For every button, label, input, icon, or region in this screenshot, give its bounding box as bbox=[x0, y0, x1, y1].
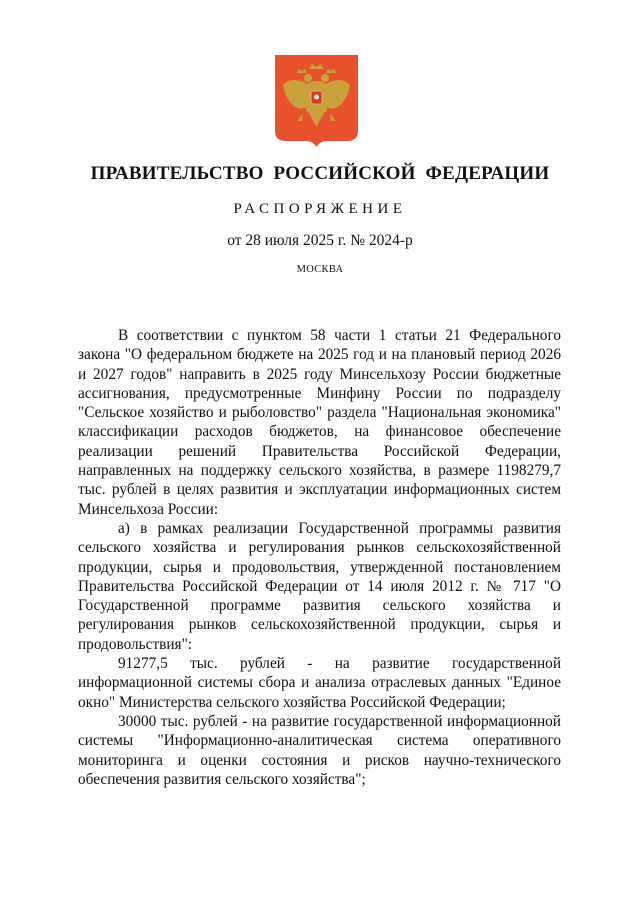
paragraph-intro: В соответствии с пунктом 58 части 1 статьи 21 Федерального закона "О федеральном бюджете на 2025 год и на плановый период 2026 и 2027 годов" направить в 2025 году Минсельхозу России бюджетные ассигнования, предусмотренные Минфину России по подразделу "Сельское хозяйство и рыболовство" раздела "Национальная экономика" классификации расходов бюджетов, на финансовое обеспечение реализации решений Правительства Российской Федерации, направленных на поддержку сельского хозяйства, в размере 1198279,7 тыс. рублей в целях развития и эксплуатации информационных систем Минсельхоза России: bbox=[78, 327, 561, 518]
document-type: РАСПОРЯЖЕНИЕ bbox=[233, 201, 407, 217]
organization-title: ПРАВИТЕЛЬСТВО РОССИЙСКОЙ ФЕДЕРАЦИИ bbox=[90, 163, 550, 184]
paragraph-item-a: а) в рамках реализации Государственной программы развития сельского хозяйства и регулирования рынков сельскохозяйственной продукции, сырья и продовольствия, утвержденной постановлением Правительства Российской Федерации от 14 июля 2012 г. № 717 "О Государственной программе развития сельского хозяйства и регулирования рынков сельскохозяйственной продукции, сырья и продовольствия": bbox=[78, 519, 561, 653]
paragraph-allocation-2: 30000 тыс. рублей - на развитие государственной информационной системы "Информационно-аналитическая система оперативного мониторинга и оценки состояния и рисков научно-технического обеспечения развития сельского хозяйства"; bbox=[78, 712, 561, 788]
document-date-number: от 28 июля 2025 г. № 2024-р bbox=[227, 232, 413, 249]
document-body bbox=[78, 326, 561, 789]
coat-of-arms-icon bbox=[275, 55, 358, 147]
paragraph-allocation-1: 91277,5 тыс. рублей - на развитие государственной информационной системы сбора и анализа отраслевых данных "Единое окно" Министерства сельского хозяйства Российской Федерации; bbox=[78, 655, 561, 711]
city: МОСКВА bbox=[296, 264, 344, 275]
